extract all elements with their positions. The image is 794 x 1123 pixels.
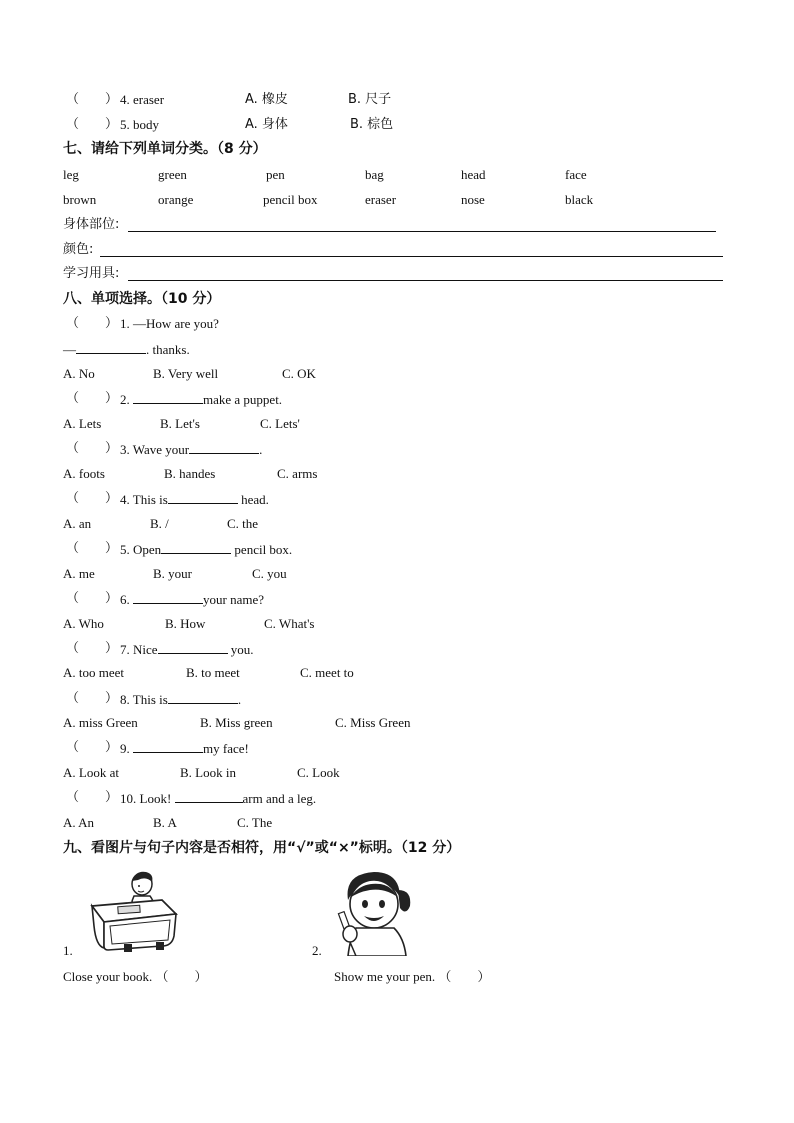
q8-1-answer-line	[63, 341, 190, 358]
q8-2-option-c: C. Lets'	[260, 416, 300, 431]
q6-5-item: 5. body	[120, 117, 159, 132]
q8-4-option-b: B. /	[150, 516, 169, 531]
word-eraser: eraser	[365, 192, 397, 207]
category-body-parts: 身体部位:	[63, 217, 120, 232]
q8-10-stem	[120, 790, 316, 807]
blank[interactable]	[168, 491, 238, 504]
q8-8-option-b: B. Miss green	[200, 715, 273, 730]
text: arm and a leg.	[242, 791, 317, 806]
q8-3-option-c: C. arms	[277, 466, 318, 481]
q8-5-option-a: A. me	[63, 566, 95, 581]
text: 2.	[120, 392, 133, 407]
blank[interactable]	[161, 541, 231, 554]
blank[interactable]	[175, 790, 243, 803]
q8-7-option-c: C. meet to	[300, 665, 354, 680]
word-nose: nose	[461, 192, 485, 207]
q8-1-option-a: A. No	[63, 366, 95, 381]
section7-title: 七、请给下列单词分类。（8 分）	[63, 141, 267, 157]
q8-9-option-c: C. Look	[297, 765, 340, 780]
category-colors: 颜色:	[63, 242, 94, 257]
q6-5-option-b: B. 棕色	[350, 117, 394, 132]
text: 4. This is	[120, 492, 168, 507]
q8-8-option-a: A. miss Green	[63, 715, 138, 730]
text: .	[259, 442, 263, 457]
q8-4-option-c: C. the	[227, 516, 259, 531]
word-pen: pen	[266, 167, 285, 182]
word-green: green	[158, 167, 187, 182]
word-face: face	[565, 167, 587, 182]
q8-4-stem	[120, 491, 269, 508]
word-head: head	[461, 167, 486, 182]
text: my face!	[203, 741, 249, 756]
blank[interactable]	[168, 691, 238, 704]
paren-8-1: （ ）	[66, 316, 119, 331]
paren-8-6: （ ）	[66, 591, 119, 606]
q8-6-option-b: B. How	[165, 616, 206, 631]
q6-4-item: 4. eraser	[120, 92, 165, 107]
q8-5-stem	[120, 541, 292, 558]
text: 3. Wave your	[120, 442, 190, 457]
answer-line-colors[interactable]	[100, 256, 723, 257]
text: 6.	[120, 592, 133, 607]
paren-8-2: （ ）	[66, 391, 119, 406]
q6-5-option-a: A. 身体	[245, 117, 288, 132]
picture-girl-showing-pen	[334, 868, 418, 956]
section9-title: 九、看图片与句子内容是否相符，用“√”或“×”标明。（12 分）	[63, 840, 461, 856]
word-bag: bag	[365, 167, 384, 182]
blank[interactable]	[133, 591, 203, 604]
paren-6-4: （ ）	[66, 92, 119, 107]
paren-8-3: （ ）	[66, 441, 119, 456]
q8-7-option-a: A. too meet	[63, 665, 125, 680]
word-orange: orange	[158, 192, 194, 207]
blank[interactable]	[133, 391, 203, 404]
blank[interactable]	[158, 641, 228, 654]
picture-1-number: 1.	[63, 943, 73, 958]
q8-5-option-b: B. your	[153, 566, 192, 581]
q8-10-option-b: B. A	[153, 815, 177, 830]
paren-8-8: （ ）	[66, 691, 119, 706]
q8-9-stem	[120, 740, 249, 757]
text: pencil box.	[231, 542, 293, 557]
paren-8-9: （ ）	[66, 740, 119, 755]
text: head.	[237, 492, 269, 507]
q8-2-option-b: B. Let's	[160, 416, 200, 431]
q6-4-option-b: B. 尺子	[348, 92, 392, 107]
q8-3-option-a: A. foots	[63, 466, 105, 481]
q8-6-option-a: A. Who	[63, 616, 104, 631]
text: .	[237, 692, 242, 707]
q8-9-option-a: A. Look at	[63, 765, 119, 780]
text: 5. Open	[120, 542, 162, 557]
q8-1-option-c: C. OK	[282, 366, 316, 381]
q8-6-option-c: C. What's	[264, 616, 315, 631]
paren-8-5: （ ）	[66, 541, 119, 556]
text: your name?	[203, 592, 265, 607]
q8-10-option-a: A. An	[63, 815, 95, 830]
paren-8-4: （ ）	[66, 491, 119, 506]
sentence-1: Close your book. （ ）	[63, 969, 208, 984]
paren-6-5: （ ）	[66, 117, 119, 132]
q8-8-stem	[120, 691, 241, 708]
picture-child-at-desk	[84, 866, 184, 954]
text: 10. Look!	[120, 791, 175, 806]
word-brown: brown	[63, 192, 97, 207]
text: 9.	[120, 741, 133, 756]
q8-1-stem: 1. —How are you?	[120, 316, 219, 331]
q8-5-option-c: C. you	[252, 566, 287, 581]
text: make a puppet.	[203, 392, 283, 407]
blank[interactable]	[133, 740, 203, 753]
q8-3-stem	[120, 441, 262, 458]
text: you.	[227, 642, 254, 657]
q6-4-option-a: A. 橡皮	[245, 92, 288, 107]
blank[interactable]	[189, 441, 259, 454]
text: . thanks.	[146, 342, 190, 357]
word-pencil-box: pencil box	[263, 192, 318, 207]
q8-9-option-b: B. Look in	[180, 765, 236, 780]
dash: —	[63, 342, 76, 357]
q8-1-option-b: B. Very well	[153, 366, 219, 381]
category-school-things: 学习用具:	[63, 266, 120, 281]
q8-7-option-b: B. to meet	[186, 665, 240, 680]
paren-8-10: （ ）	[66, 790, 119, 805]
q8-2-stem	[120, 391, 282, 408]
text: 8. This is	[120, 692, 168, 707]
sentence-2: Show me your pen. （ ）	[334, 969, 491, 984]
word-leg: leg	[63, 167, 79, 182]
text: 7. Nice	[120, 642, 158, 657]
answer-line-school-things[interactable]	[128, 280, 723, 281]
q8-8-option-c: C. Miss Green	[335, 715, 411, 730]
paren-8-7: （ ）	[66, 641, 119, 656]
picture-2-number: 2.	[312, 943, 322, 958]
answer-line-body-parts[interactable]	[128, 231, 716, 232]
q8-4-option-a: A. an	[63, 516, 92, 531]
blank[interactable]	[76, 341, 146, 354]
word-black: black	[565, 192, 594, 207]
q8-10-option-c: C. The	[237, 815, 273, 830]
q8-2-option-a: A. Lets	[63, 416, 102, 431]
q8-6-stem	[120, 591, 264, 608]
q8-7-stem	[120, 641, 254, 658]
q8-3-option-b: B. handes	[164, 466, 216, 481]
section8-title: 八、单项选择。（10 分）	[63, 291, 221, 307]
